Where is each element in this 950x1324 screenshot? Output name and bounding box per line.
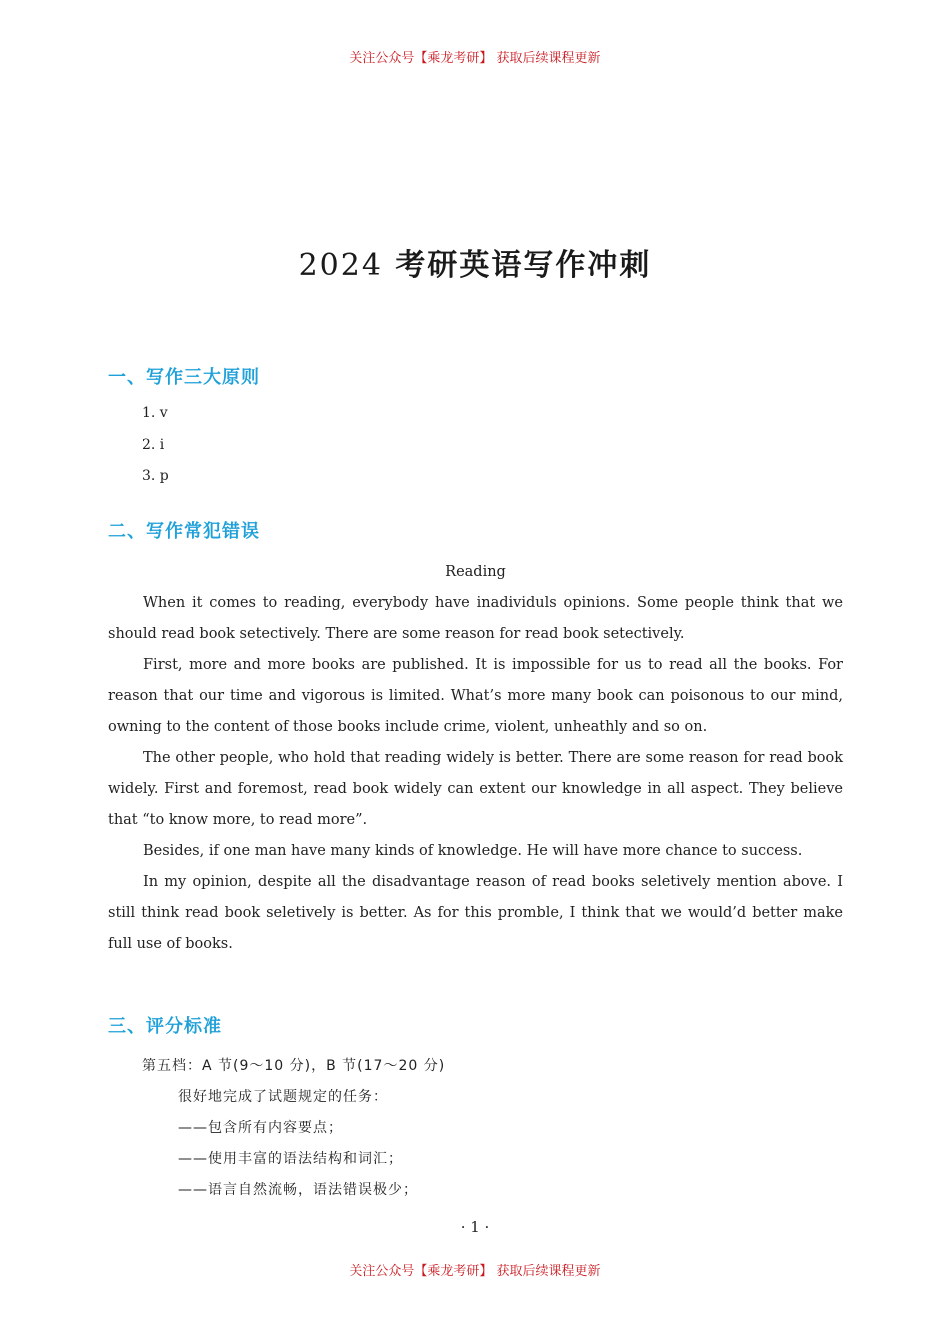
section2-heading: 二、写作常犯错误 [108, 521, 260, 542]
top-banner: 关注公众号【乘龙考研】 获取后续课程更新 [349, 51, 601, 66]
essay-paragraph: First, more and more books are published. It is impossible for us to read all the books. For reason that our time and vigorous is limited. What’s more many book can poisonous to our mind, owning to the content of those books include crime, violent, unheathly and so on. [108, 657, 843, 735]
essay-title: Reading [445, 564, 506, 580]
essay-paragraph: The other people, who hold that reading widely is better. There are some reason for read book widely. First and foremost, read book widely can extent our knowledge in all aspect. They believe that “to know more, to read more”. [108, 750, 843, 828]
bottom-banner: 关注公众号【乘龙考研】 获取后续课程更新 [349, 1264, 601, 1279]
grade-line: 第五档：A 节(9～10 分)，B 节(17～20 分) [142, 1058, 446, 1074]
title-text: 考研英语写作冲刺 [395, 248, 652, 283]
rubric-line: 很好地完成了试题规定的任务： [178, 1089, 388, 1105]
section1-heading: 一、写作三大原则 [108, 367, 260, 388]
section3-heading: 三、评分标准 [108, 1016, 222, 1037]
essay-paragraph: In my opinion, despite all the disadvantage reason of read books seletively mention above. I still think read book seletively is better. As for this promble, I think that we would’d better make full use of books. [108, 874, 843, 952]
rubric-line: ——包含所有内容要点； [178, 1120, 343, 1136]
page-number: · 1 · [460, 1218, 490, 1236]
essay-paragraph: Besides, if one man have many kinds of knowledge. He will have more chance to success. [143, 843, 803, 859]
principle-item-2: 2. i [142, 437, 165, 453]
page-title [0, 240, 950, 284]
rubric-line: ——使用丰富的语法结构和词汇； [178, 1151, 403, 1167]
sample-essay [108, 557, 843, 960]
title-year: 2024 [298, 248, 383, 283]
essay-paragraph: When it comes to reading, everybody have inadividuls opinions. Some people think that we should read book setectively. There are some reason for read book setectively. [108, 595, 843, 642]
rubric-line: ——语言自然流畅，语法错误极少； [178, 1182, 418, 1198]
principle-item-1: 1. v [142, 405, 168, 421]
principle-item-3: 3. p [142, 468, 169, 484]
